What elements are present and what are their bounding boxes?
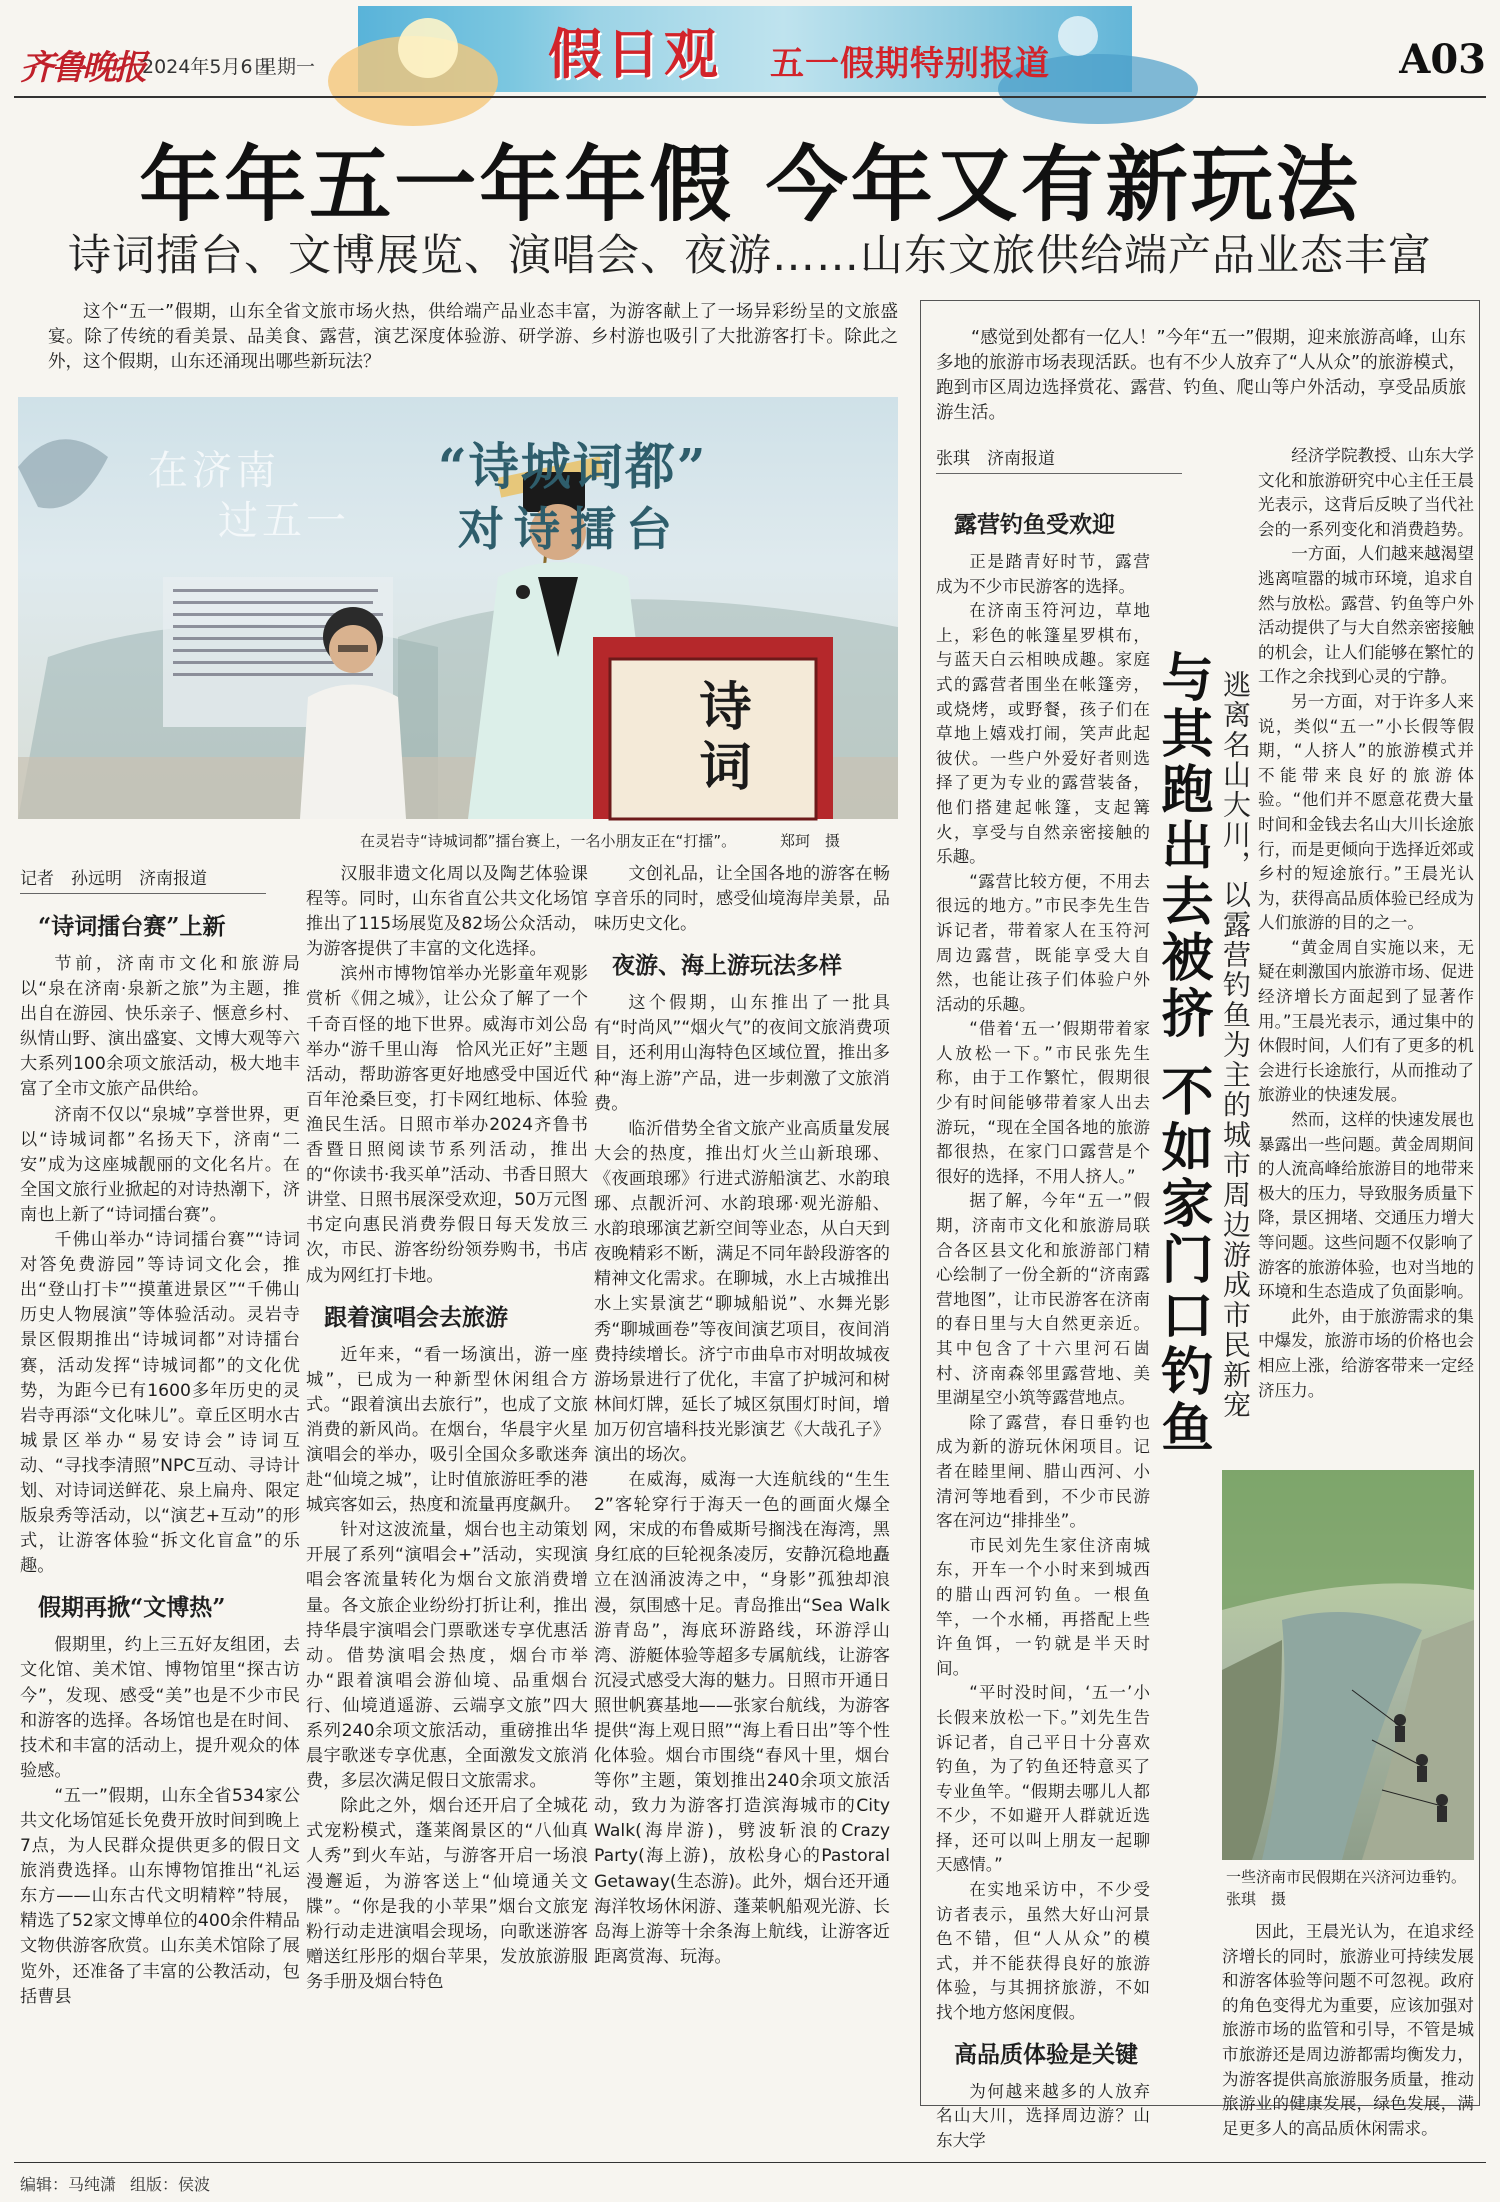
paragraph: 临沂借势全省文旅产业高质量发展大会的热度，推出灯火兰山新琅琊、《夜画琅琊》行进式游船演艺、水韵琅琊、点靓沂河、水韵琅琊·观光游船、水韵琅琊演艺新空间等业态，从白天到夜晚精彩不断，满足不同年龄段游客的精神文化需求。在聊城，水上古城推出水上实景演艺“聊城船说”、水舞光影秀“聊城画卷”等夜间演艺项目，夜间消费持续增长。济宁市曲阜市对明故城夜游场景进行了优化，丰富了护城河和树林间灯牌，延长了城区氛围灯时间，增加万仞宫墙科技光影演艺《大哉孔子》演出的场次。 [594,1118,890,1465]
main-column-1 [20,910,300,2140]
paragraph: 除了露营，春日垂钓也成为新的游玩休闲项目。记者在睦里闸、腊山西河、小清河等地看到，不少市民游客在河边“排排坐”。 [936,1412,1150,1531]
main-byline: 记者 孙远明 济南报道 [20,864,266,894]
sidebar-subheadline: 逃离名山大川，以露营钓鱼为主的城市周边游成市民新宠 [1218,670,1252,1510]
page-subheadline: 诗词擂台、文博展览、演唱会、夜游……山东文旅供给端产品业态丰富 [68,231,1432,281]
paragraph: 为何越来越多的人放弃名山大川，选择周边游？山东大学 [936,2081,1150,2150]
paragraph: 滨州市博物馆举办光影童年观影赏析《佣之城》，让公众了解了一个千奇百怪的地下世界。威海市刘公岛举办“游千里山海 恰风光正好”主题活动，帮助游客更好地感受中国近代百年沧桑巨变，打卡网红地标、体验渔民生活。日照市举办2024齐鲁书香暨日照阅读节系列活动，推出的“你读书·我买单”活动、书香日照大讲堂、日照书展深受欢迎，50万元图书定向惠民消费券假日每天发放三次，市民、游客纷纷领券购书，书店成为网红打卡地。 [306,964,588,1286]
section-heading: 跟着演唱会去旅游 [324,1303,508,1331]
issue-weekday: 星期一 [258,56,316,78]
photo2-caption-text: 一些济南市民假期在兴济河边垂钓。 [1226,1868,1459,1886]
issue-date: 2024年5月6日 [142,56,272,78]
paragraph: “五一”假期，山东全省534家公共文化场馆延长免费开放时间到晚上7点，为人民群众提供更多的假日文旅消费选择。山东博物馆推出“礼运东方——山东古代文明精粹”特展，精选了52家文博单位的400余件精品文物供游客欣赏。山东美术馆除了展览外，还准备了丰富的公教活动，包括曹县 [20,1785,300,2007]
paragraph: 针对这波流量，烟台也主动策划开展了系列“演唱会+”活动，实现演唱会客流量转化为烟台文旅消费增量。各文旅企业纷纷打折让利，推出持华晨宇演唱会门票歌迷专享优惠活动。借势演唱会热度，烟台市举办“跟着演唱会游仙境、品重烟台行、仙境逍遥游、云端享文旅”四大系列240余项文旅活动，重磅推出华晨宇歌迷专享优惠，全面激发文旅消费，多层次满足假日文旅需求。 [306,1520,588,1792]
paragraph: “借着‘五一’假期带着家人放松一下。”市民张先生称，由于工作繁忙，假期很少有时间能够带着家人出去游玩，“现在全国各地的旅游都很热，在家门口露营是个很好的选择，不用人挤人。” [936,1019,1150,1186]
paragraph: “平时没时间，‘五一’小长假来放松一下。”刘先生告诉记者，自己平日十分喜欢钓鱼，为了钓鱼还特意买了专业鱼竿。“假期去哪儿人都不少，不如避开人群就近选择，还可以叫上朋友一起聊天感情。” [936,1683,1150,1875]
header-rule [14,96,1486,98]
poetry-sign-text: 诗词 [690,679,751,799]
paragraph: “露营比较方便，不用去很远的地方。”市民李先生告诉记者，带着家人在玉符河周边露营，既能享受大自然，也能让孩子们体验户外活动的乐趣。 [936,871,1150,1014]
article-lead: 这个“五一”假期，山东全省文旅市场火热，供给端产品业态丰富，为游客献上了一场异彩纷呈的文旅盛宴。除了传统的看美景、品美食、露营，演艺深度体验游、研学游、乡村游也吸引了大批游客打卡。除此之外，这个假期，山东还涌现出哪些新玩法？ [48,302,898,372]
sidebar-column-2b [1222,1920,1474,2138]
sidebar-headline: 与其跑出去被挤 不如家门口钓鱼 [1150,650,1214,1530]
paragraph: 这个假期，山东推出了一批具有“时尚风”“烟火气”的夜间文旅消费项目，还利用山海特色区域位置，推出多种“海上游”产品，进一步刺激了文旅消费。 [594,993,890,1114]
paragraph: 假期里，约上三五好友组团，去文化馆、美术馆、博物馆里“探古访今”，发现、感受“美”也是不少市民和游客的选择。各场馆也是在时间、技术和丰富的活动上，提升观众的体验感。 [20,1635,300,1781]
footer-editor: 编辑：马纯潇 [20,2175,117,2194]
paragraph: 近年来，“看一场演出，游一座城”，已成为一种新型休闲组合方式。“跟着演出去旅行”，也成了文旅消费的新风尚。在烟台，华晨宇火星演唱会的举办，吸引全国众多歌迷奔赴“仙境之城”，让时值旅游旺季的港城宾客如云，热度和流量再度飙升。 [306,1344,588,1516]
backdrop-text: 过五一 [218,498,350,544]
paragraph: 因此，王晨光认为，在追求经济增长的同时，旅游业可持续发展和游客体验等问题不可忽视。政府的角色变得尤为重要，应该加强对旅游市场的监管和引导，不管是城市旅游还是周边游都需均衡发力，为游客提供高旅游服务质量，推动旅游业的健康发展，绿色发展，满足更多人的高品质休闲需求。 [1222,1922,1474,2138]
paragraph: 经济学院教授、山东大学文化和旅游研究中心主任王晨光表示，这背后反映了当代社会的一系列变化和消费趋势。 [1258,446,1474,539]
photo2-caption [1226,1866,1476,1910]
section-heading: 露营钓鱼受欢迎 [954,511,1115,538]
newspaper-logo: 齐鲁晚报 [20,48,144,88]
backdrop-text: 在济南 [148,448,280,494]
sidebar-column-2 [1258,444,1474,1464]
paragraph: 除此之外，烟台还开启了全城花式宠粉模式，蓬莱阁景区的“八仙真人秀”到火车站，与游客开启一场浪漫邂逅，为游客送上“仙境通关文牒”。“你是我的小苹果”烟台文旅宠粉行动走进演唱会现场，向歌迷游客赠送红彤彤的烟台苹果，发放旅游服务手册及烟台特色 [306,1796,588,1992]
photo2-credit: 张琪 摄 [1226,1890,1287,1908]
paragraph: 汉服非遗文化周以及陶艺体验课程等。同时，山东省直公共文化场馆推出了115场展览及82场公众活动，为游客提供了丰富的文化选择。 [306,864,588,960]
poetry-contest-photo [18,397,898,819]
backdrop-title: “诗城词都” [438,437,708,496]
paragraph: “黄金周自实施以来，无疑在刺激国内旅游市场、促进经济增长方面起到了显著作用。”王晨光表示，通过集中的休假时间，人们有了更多的机会进行长途旅行，从而推动了旅游业的快速发展。 [1258,937,1475,1105]
paragraph: 千佛山举办“诗词擂台赛”“诗词对答免费游园”等诗词文化会，推出“登山打卡”“摸董进景区”“千佛山历史人物展演”等体验活动。灵岩寺景区假期推出“诗城词都”对诗擂台赛，活动发挥“诗城词都”的文化优势，为距今已有1600多年历史的灵岩寺再添“文化味儿”。章丘区明水古城景区举办“易安诗会”诗词互动、“寻找李清照”NPC互动、寻诗计划、对诗词送鲜花、泉上扁舟、限定版泉秀等活动，以“演艺+互动”的形式，让游客体验“拆文化盲盒”的乐趣。 [20,1230,300,1577]
paragraph: 一方面，人们越来越渴望逃离喧嚣的城市环境，追求自然与放松。露营、钓鱼等户外活动提供了与大自然亲密接触的机会，让人们能够在繁忙的工作之余找到心灵的宁静。 [1258,544,1474,687]
paragraph: 据了解，今年“五一”假期，济南市文化和旅游局联合各区县文化和旅游部门精心绘制了一份全新的“济南露营地图”，让市民游客在济南的春日里与大自然更亲近。其中包含了十六里河石崮村、济南森邻里露营地、美里湖星空小筑等露营地点。 [936,1191,1150,1408]
photo1-caption: 在灵岩寺“诗城词都”擂台赛上，一名小朋友正在“打擂”。 [360,832,737,850]
paragraph: 在威海，威海一大连航线的“生生2”客轮穿行于海天一色的画面火爆全网，宋成的布鲁威斯号搁浅在海湾，黑身红底的巨轮视条凌厉，安静沉稳地矗立在汹涌波涛之中，“身影”孤独却浪漫，氛围感十足。青岛推出“Sea Walk游青岛”，海底环游路线，环游浮山湾、游艇体验等超多专属航线，让游客沉浸式感受大海的魅力。日照市开通日照世帆赛基地——张家台航线，为游客提供“海上观日照”“海上看日出”等个性化体验。烟台市围绕“春风十里，烟台等你”主题，策划推出240余项文旅活动，致力为游客打造滨海城市的City Walk(海岸游)，劈波斩浪的Crazy Party(海上游)，放松身心的Pastoral Getaway(生态游)。此外，烟台还开通海洋牧场休闲游、蓬莱帆船观光游、长岛海上游等十余条海上航线，让游客近距离赏海、玩海。 [594,1470,890,1967]
section-heading: 夜游、海上游玩法多样 [612,952,842,980]
photo-illustration [1222,1470,1474,1860]
paragraph: 正是踏青好时节，露营成为不少市民游客的选择。 [936,552,1150,596]
paragraph: 济南不仅以“泉城”享誉世界，更以“诗城词都”名扬天下，济南“二安”成为这座城靓丽的文化名片。在全国文旅行业掀起的对诗热潮下，济南也上新了“诗词擂台赛”。 [20,1104,300,1225]
sidebar-column-1 [936,508,1150,2150]
main-column-2 [306,862,588,2142]
sidebar-lead: “感觉到处都有一亿人！”今年“五一”假期，迎来旅游高峰，山东多地的旅游市场表现活跃。也有不少人放弃了“人从众”的旅游模式，跑到市区周边选择赏花、露营、钓鱼、爬山等户外活动，享受品质旅游生活。 [936,328,1466,423]
paragraph: 另一方面，对于许多人来说，类似“五一”小长假等假期，“人挤人”的旅游模式并不能带来良好的旅游体验。“他们并不愿意花费大量时间和金钱去名山大川长途旅行，而是更倾向于选择近郊或乡村的短途旅行。”王晨光认为，获得高品质体验已经成为人们旅游的目的之一。 [1258,691,1474,933]
paragraph: 节前，济南市文化和旅游局以“泉在济南·泉新之旅”为主题，推出自在游园、快乐亲子、惬意乡村、纵情山野、演出盛宴、文博大观等六大系列100余项文旅活动，极大地丰富了全市文旅产品供给。 [20,954,300,1100]
banner-cloud-decoration [398,18,458,78]
paragraph: 在实地采访中，不少受访者表示，虽然大好山河景色不错，但“人从众”的模式，并不能获得良好的旅游体验，与其拥挤旅游，不如找个地方悠闲度假。 [936,1880,1150,2023]
footer-rule [14,2162,1486,2163]
fishing-photo [1222,1470,1474,1860]
backdrop-subtitle: 对诗擂台 [458,502,682,556]
paragraph: 在济南玉符河边，草地上，彩色的帐篷星罗棋布，与蓝天白云相映成趣。家庭式的露营者围坐在帐篷旁，或烧烤，或野餐，孩子们在草地上嬉戏打闹，笑声此起彼伏。一些户外爱好者则选择了更为专业的露营装备，他们搭建起帐篷，支起篝火，享受与自然亲密接触的乐趣。 [936,601,1150,867]
banner-subtitle: 五一假期特别报道 [770,44,1050,84]
page-headline: 年年五一年年假 今年又有新玩法 [139,137,1361,233]
photo1-credit: 郑珂 摄 [780,832,841,850]
footer-layout: 组版：侯波 [130,2175,211,2194]
paragraph: 市民刘先生家住济南城东，开车一个小时来到城西的腊山西河钓鱼。一根鱼竿，一个水桶，再搭配上些许鱼饵，一钓就是半天时间。 [936,1535,1150,1678]
sidebar-byline: 张琪 济南报道 [936,444,1182,474]
banner-title: 假日观 [548,22,722,86]
section-heading: 高品质体验是关键 [954,2040,1138,2068]
main-column-3 [594,862,890,2142]
paragraph: 然而，这样的快速发展也暴露出一些问题。黄金周期间的人流高峰给旅游目的地带来极大的压力，导致服务质量下降，景区拥堵、交通压力增大等问题。这些问题不仅影响了游客的旅游体验，也对当地的环境和生态造成了负面影响。 [1258,1110,1474,1302]
banner-cloud-decoration [1058,16,1098,56]
paragraph: 文创礼品，让全国各地的游客在畅享音乐的同时，感受仙境海岸美景，品味历史文化。 [594,864,890,935]
section-banner [358,6,1132,92]
paragraph: 此外，由于旅游需求的集中爆发，旅游市场的价格也会相应上涨，给游客带来一定经济压力。 [1258,1306,1474,1400]
section-heading: “诗词擂台赛”上新 [38,913,226,940]
section-heading: 假期再掀“文博热” [38,1594,226,1622]
page-number: A03 [1399,36,1486,83]
